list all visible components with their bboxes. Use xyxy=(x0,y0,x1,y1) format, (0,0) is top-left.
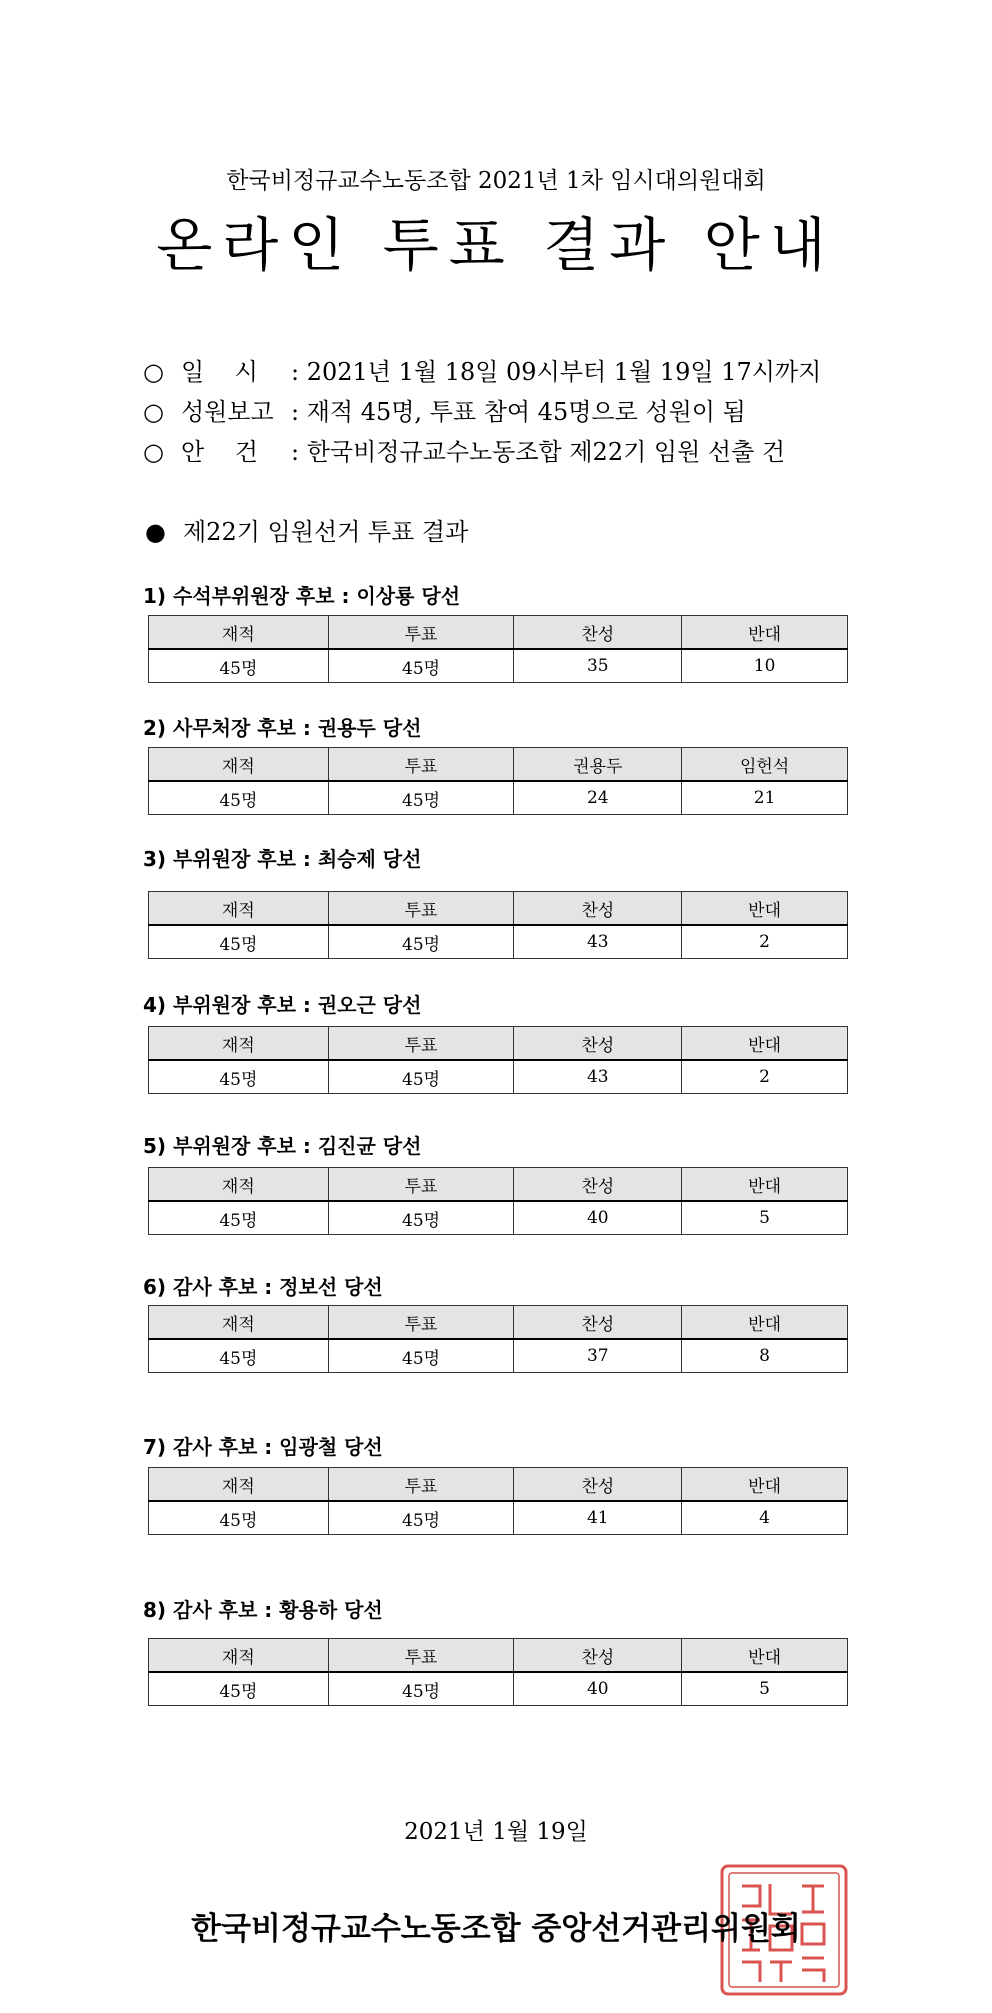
result-table xyxy=(148,1167,848,1235)
header-cell: 재적 xyxy=(149,616,329,650)
value-cell: 41 xyxy=(514,1501,682,1535)
value-cell: 40 xyxy=(514,1201,682,1235)
header-cell: 재적 xyxy=(149,1168,329,1202)
header-cell: 반대 xyxy=(682,1027,848,1061)
info-label: 안 건 xyxy=(181,438,258,466)
header-cell: 투표 xyxy=(328,1306,514,1340)
header-cell: 찬성 xyxy=(514,892,682,926)
circle-bullet-icon: ○ xyxy=(143,358,164,386)
header-cell: 반대 xyxy=(682,1639,848,1673)
document-subtitle: 한국비정규교수노동조합 2021년 1차 임시대의원대회 xyxy=(226,168,766,194)
result-table xyxy=(148,1026,848,1094)
header-cell: 찬성 xyxy=(514,1306,682,1340)
table-header-row xyxy=(149,616,848,650)
value-cell: 24 xyxy=(514,781,682,815)
header-cell: 투표 xyxy=(328,1468,514,1502)
header-cell: 찬성 xyxy=(514,1168,682,1202)
table-header-row xyxy=(149,1468,848,1502)
value-cell: 5 xyxy=(682,1201,848,1235)
value-cell: 35 xyxy=(514,649,682,683)
value-cell: 45명 xyxy=(149,1060,329,1094)
table-row xyxy=(149,1201,848,1235)
table-row xyxy=(149,1339,848,1373)
circle-bullet-icon: ○ xyxy=(143,438,164,466)
value-cell: 45명 xyxy=(149,925,329,959)
table-header-row xyxy=(149,1306,848,1340)
result-table xyxy=(148,747,848,815)
header-cell: 재적 xyxy=(149,1027,329,1061)
result-table xyxy=(148,1467,848,1535)
header-cell: 반대 xyxy=(682,1468,848,1502)
table-header-row xyxy=(149,892,848,926)
organization-name: 한국비정규교수노동조합 중앙선거관리위원회 xyxy=(191,1911,801,1947)
value-cell: 2 xyxy=(682,925,848,959)
header-cell: 찬성 xyxy=(514,1027,682,1061)
value-cell: 45명 xyxy=(328,649,514,683)
value-cell: 45명 xyxy=(328,1501,514,1535)
value-cell: 45명 xyxy=(328,1201,514,1235)
section-title: 제22기 임원선거 투표 결과 xyxy=(183,518,469,546)
header-cell: 반대 xyxy=(682,892,848,926)
value-cell: 45명 xyxy=(149,1501,329,1535)
header-cell: 찬성 xyxy=(514,1639,682,1673)
value-cell: 4 xyxy=(682,1501,848,1535)
info-label: 성원보고 xyxy=(181,398,274,426)
table-header-row xyxy=(149,1168,848,1202)
value-cell: 45명 xyxy=(328,925,514,959)
table-row xyxy=(149,1060,848,1094)
value-cell: 45명 xyxy=(328,1672,514,1706)
result-title: 7) 감사 후보 : 임광철 당선 xyxy=(143,1435,383,1459)
value-cell: 45명 xyxy=(149,1201,329,1235)
header-cell: 재적 xyxy=(149,1468,329,1502)
result-table xyxy=(148,1638,848,1706)
value-cell: 5 xyxy=(682,1672,848,1706)
value-cell: 43 xyxy=(514,1060,682,1094)
table-header-row xyxy=(149,1027,848,1061)
value-cell: 10 xyxy=(682,649,848,683)
header-cell: 찬성 xyxy=(514,616,682,650)
result-table xyxy=(148,1305,848,1373)
info-value: : 2021년 1월 18일 09시부터 1월 19일 17시까지 xyxy=(291,358,822,386)
result-title: 2) 사무처장 후보 : 권용두 당선 xyxy=(143,716,422,740)
table-header-row xyxy=(149,1639,848,1673)
value-cell: 45명 xyxy=(149,781,329,815)
value-cell: 45명 xyxy=(328,1060,514,1094)
table-row xyxy=(149,649,848,683)
header-cell: 반대 xyxy=(682,1168,848,1202)
value-cell: 45명 xyxy=(149,1672,329,1706)
table-row xyxy=(149,1672,848,1706)
result-title: 1) 수석부위원장 후보 : 이상룡 당선 xyxy=(143,584,461,608)
result-title: 5) 부위원장 후보 : 김진균 당선 xyxy=(143,1134,422,1158)
value-cell: 43 xyxy=(514,925,682,959)
value-cell: 21 xyxy=(682,781,848,815)
info-line-datetime xyxy=(143,352,821,387)
header-cell: 임헌석 xyxy=(682,748,848,782)
value-cell: 40 xyxy=(514,1672,682,1706)
issue-date: 2021년 1월 19일 xyxy=(404,1819,588,1845)
table-header-row xyxy=(149,748,848,782)
filled-circle-bullet-icon: ● xyxy=(145,518,166,546)
header-cell: 반대 xyxy=(682,616,848,650)
header-cell: 투표 xyxy=(328,748,514,782)
value-cell: 45명 xyxy=(328,781,514,815)
info-label: 일 시 xyxy=(181,358,258,386)
value-cell: 2 xyxy=(682,1060,848,1094)
header-cell: 재적 xyxy=(149,748,329,782)
header-cell: 반대 xyxy=(682,1306,848,1340)
result-table xyxy=(148,615,848,683)
header-cell: 투표 xyxy=(328,892,514,926)
info-value: : 재적 45명, 투표 참여 45명으로 성원이 됨 xyxy=(291,398,746,426)
table-row xyxy=(149,781,848,815)
value-cell: 37 xyxy=(514,1339,682,1373)
result-title: 8) 감사 후보 : 황용하 당선 xyxy=(143,1598,383,1622)
header-cell: 찬성 xyxy=(514,1468,682,1502)
header-cell: 투표 xyxy=(328,1027,514,1061)
value-cell: 45명 xyxy=(149,1339,329,1373)
value-cell: 8 xyxy=(682,1339,848,1373)
header-cell: 권용두 xyxy=(514,748,682,782)
header-cell: 투표 xyxy=(328,1168,514,1202)
table-row xyxy=(149,1501,848,1535)
header-cell: 재적 xyxy=(149,1639,329,1673)
table-row xyxy=(149,925,848,959)
info-value: : 한국비정규교수노동조합 제22기 임원 선출 건 xyxy=(291,438,786,466)
result-title: 4) 부위원장 후보 : 권오근 당선 xyxy=(143,993,422,1017)
result-table xyxy=(148,891,848,959)
header-cell: 재적 xyxy=(149,892,329,926)
header-cell: 투표 xyxy=(328,616,514,650)
header-cell: 투표 xyxy=(328,1639,514,1673)
section-heading xyxy=(145,512,468,547)
info-line-agenda xyxy=(143,432,785,467)
result-title: 3) 부위원장 후보 : 최승제 당선 xyxy=(143,847,422,871)
header-cell: 재적 xyxy=(149,1306,329,1340)
document-title: 온라인 투표 결과 안내 xyxy=(156,211,836,279)
circle-bullet-icon: ○ xyxy=(143,398,164,426)
value-cell: 45명 xyxy=(149,649,329,683)
value-cell: 45명 xyxy=(328,1339,514,1373)
info-line-quorum xyxy=(143,392,746,427)
result-title: 6) 감사 후보 : 정보선 당선 xyxy=(143,1275,383,1299)
